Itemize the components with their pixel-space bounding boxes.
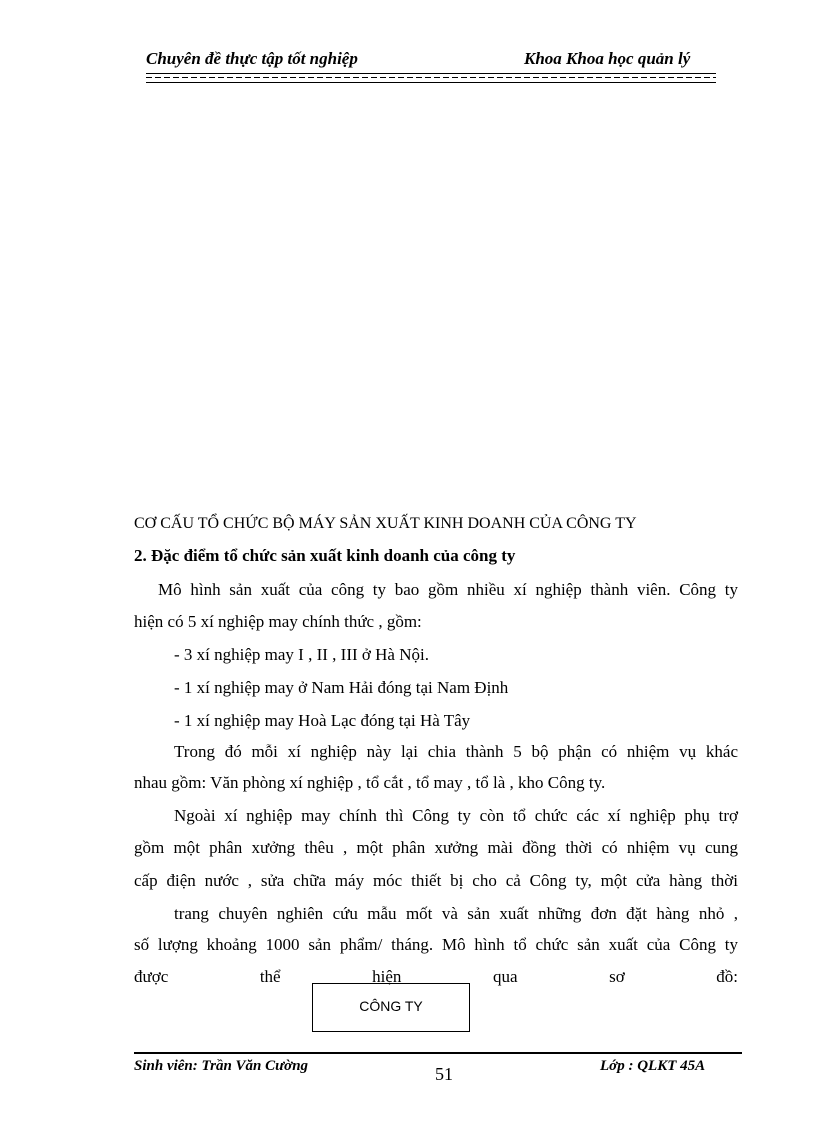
list-item: - 3 xí nghiệp may I , II , III ở Hà Nội. [174, 645, 429, 664]
paragraph-line: Mô hình sản xuất của công ty bao gồm nhiều xí nghiệp thành viên. Công ty [158, 580, 738, 599]
footer-student: Sinh viên: Trần Văn Cường [134, 1058, 309, 1074]
header-right: Khoa Khoa học quản lý [524, 49, 691, 68]
diagram-title: CƠ CẤU TỔ CHỨC BỘ MÁY SẢN XUẤT KINH DOANH CỦA CÔNG TY [134, 515, 637, 532]
header-separator [146, 73, 716, 83]
org-chart-box-company [312, 983, 470, 1032]
paragraph-line: số lượng khoảng 1000 sản phẩm/ tháng. Mô hình tổ chức sản xuất của Công ty [134, 935, 738, 954]
paragraph-line: Trong đó mỗi xí nghiệp này lại chia thành 5 bộ phận có nhiệm vụ khác [174, 742, 738, 761]
paragraph-line: hiện có 5 xí nghiệp may chính thức , gồm: [134, 612, 422, 631]
footer-class: Lớp : QLKT 45A [600, 1058, 706, 1074]
org-box-label: CÔNG TY [359, 998, 423, 1014]
paragraph-line: cấp điện nước , sửa chữa máy móc thiết bị cho cả Công ty, một cửa hàng thời [134, 871, 738, 890]
footer-separator [134, 1052, 742, 1054]
paragraph-line: Ngoài xí nghiệp may chính thì Công ty còn tổ chức các xí nghiệp phụ trợ [174, 806, 738, 825]
list-item: - 1 xí nghiệp may ở Nam Hải đóng tại Nam Định [174, 678, 509, 697]
list-item: - 1 xí nghiệp may Hoà Lạc đóng tại Hà Tây [174, 711, 471, 730]
paragraph-line: được thể hiện qua sơ đồ: [134, 967, 738, 986]
paragraph-line: nhau gồm: Văn phòng xí nghiệp , tổ cắt , tổ may , tổ là , kho Công ty. [134, 773, 606, 792]
paragraph-line: trang chuyên nghiên cứu mẫu mốt và sản xuất những đơn đặt hàng nhỏ , [174, 904, 738, 923]
paragraph-line: gồm một phân xưởng thêu , một phân xưởng mài đồng thời có nhiệm vụ cung [134, 838, 738, 857]
header-left: Chuyên đề thực tập tốt nghiệp [146, 49, 358, 68]
section-heading: 2. Đặc điểm tổ chức sản xuất kinh doanh của công ty [134, 546, 516, 565]
page-number: 51 [435, 1064, 453, 1084]
